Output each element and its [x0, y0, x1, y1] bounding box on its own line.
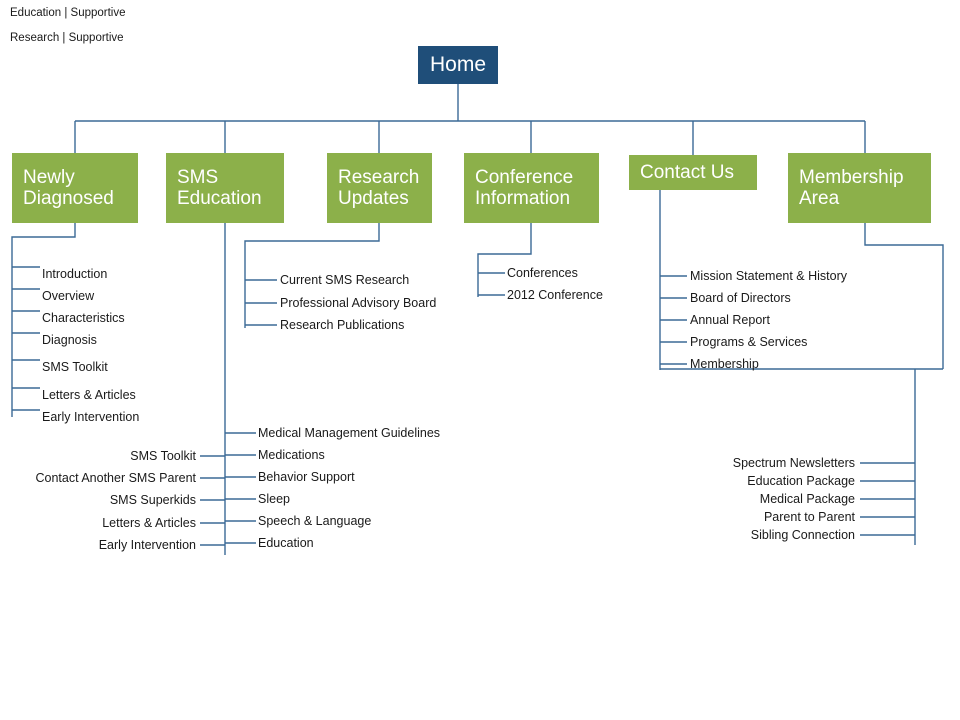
- note-education-supportive: Education | Supportive: [10, 7, 126, 19]
- node-conference-information[interactable]: [464, 153, 599, 223]
- list-item[interactable]: Early Intervention: [98, 538, 196, 552]
- list-item[interactable]: Medical Management Guidelines: [258, 426, 441, 440]
- node-research-updates-label: Research Updates: [338, 166, 420, 209]
- list-item[interactable]: Research Publications: [280, 318, 405, 332]
- list-item[interactable]: Medical Package: [759, 492, 855, 506]
- node-home-label: Home: [429, 53, 487, 77]
- node-newly-diagnosed-label: Newly Diagnosed: [23, 166, 114, 209]
- list-item[interactable]: Parent to Parent: [763, 510, 855, 524]
- node-contact-us-label: Contact Us: [640, 161, 734, 183]
- list-item[interactable]: SMS Superkids: [109, 493, 196, 507]
- list-item[interactable]: 2012 Conference: [507, 288, 603, 302]
- list-item[interactable]: Contact Another SMS Parent: [35, 471, 196, 485]
- list-item[interactable]: SMS Toolkit: [42, 360, 108, 374]
- list-item[interactable]: Overview: [42, 289, 95, 303]
- list-item[interactable]: Behavior Support: [258, 470, 355, 484]
- node-contact-us[interactable]: [629, 155, 757, 190]
- list-item[interactable]: Speech & Language: [258, 514, 372, 528]
- list-item[interactable]: Professional Advisory Board: [280, 296, 437, 310]
- list-item[interactable]: Medications: [258, 448, 325, 462]
- node-home[interactable]: [418, 46, 498, 84]
- note-research-supportive: Research | Supportive: [10, 32, 124, 44]
- list-item[interactable]: SMS Toolkit: [130, 449, 196, 463]
- list-item[interactable]: Board of Directors: [690, 291, 791, 305]
- list-item[interactable]: Mission Statement & History: [690, 269, 847, 283]
- list-item[interactable]: Annual Report: [690, 313, 770, 327]
- list-item[interactable]: Conferences: [507, 266, 578, 280]
- list-item[interactable]: Education: [258, 536, 314, 550]
- node-membership-area[interactable]: [788, 153, 931, 223]
- list-item[interactable]: Education Package: [747, 474, 855, 488]
- list-item[interactable]: Letters & Articles: [102, 516, 196, 530]
- node-sms-education[interactable]: [166, 153, 284, 223]
- list-item[interactable]: Spectrum Newsletters: [732, 456, 855, 470]
- list-item[interactable]: Membership: [690, 357, 759, 371]
- node-conference-information-label: Conference Information: [475, 166, 574, 209]
- list-item[interactable]: Early Intervention: [42, 410, 140, 424]
- list-item[interactable]: Programs & Services: [690, 335, 808, 349]
- node-research-updates[interactable]: [327, 153, 432, 223]
- node-newly-diagnosed[interactable]: [12, 153, 138, 223]
- list-item[interactable]: Characteristics: [42, 311, 125, 325]
- list-item[interactable]: Letters & Articles: [42, 388, 136, 402]
- node-sms-education-label: SMS Education: [177, 166, 262, 209]
- list-item[interactable]: Current SMS Research: [280, 273, 410, 287]
- list-item[interactable]: Introduction: [42, 267, 108, 281]
- node-membership-area-label: Membership Area: [799, 166, 904, 209]
- list-item[interactable]: Sibling Connection: [750, 528, 855, 542]
- list-item[interactable]: Sleep: [258, 492, 290, 506]
- list-item[interactable]: Diagnosis: [42, 333, 97, 347]
